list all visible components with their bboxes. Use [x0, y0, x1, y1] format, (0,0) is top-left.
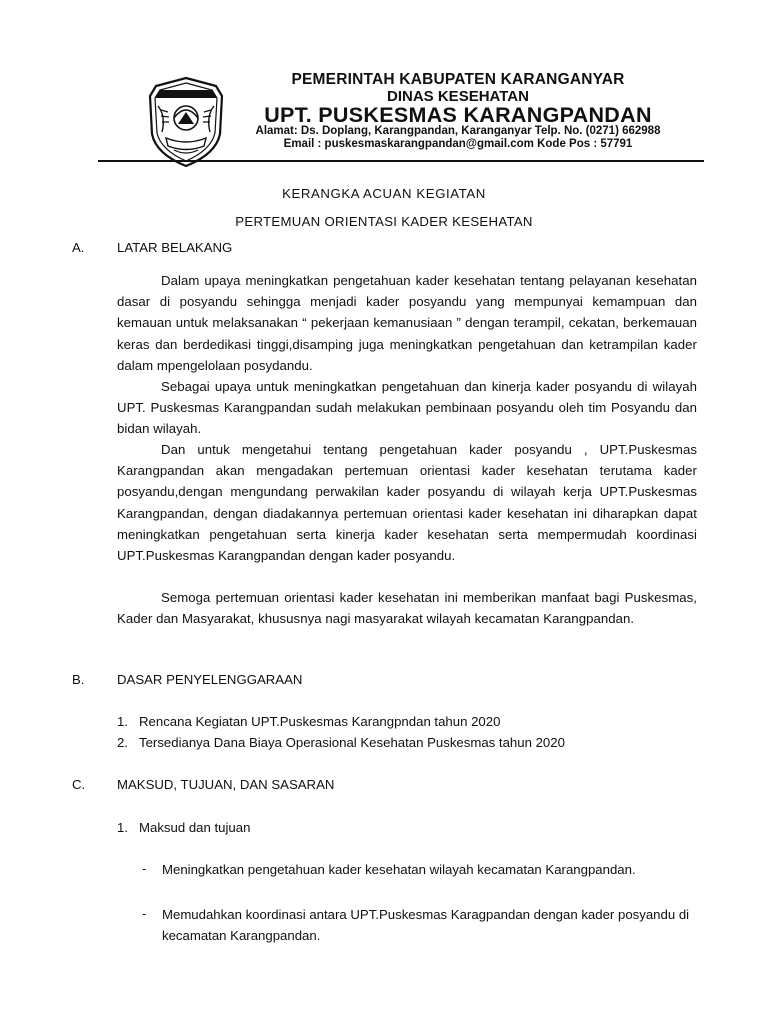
section-a-paragraph-3: Dan untuk mengetahui tentang pengetahuan kader posyandu , UPT.Puskesmas Karangpandan akan mengadakan pertemuan orientasi kader kesehatan terutama kader posyandu,dengan mengundang perwakilan kader posyandu di wilayah kerja UPT.Puskesmas Karangpandan, dengan diadakannya pertemuan orientasi kader kesehatan ini diharapkan dapat meningkatkan pengetahuan serta kinerja kader kesehatan serta mempermudah koordinasi UPT.Puskesmas Karangpandan dengan kader posyandu.	[117, 442, 697, 564]
section-a-paragraph-2: Sebagai upaya untuk meningkatkan pengetahuan dan kinerja kader posyandu di wilayah UPT. Puskesmas Karangpandan sudah melakukan pembinaan posyandu oleh tim Posyandu dan bidan wilayah.	[117, 379, 697, 437]
subsection-text: Maksud dan tujuan	[139, 820, 251, 835]
subsection-number: 1.	[117, 820, 128, 835]
bullet-mark: -	[142, 906, 147, 921]
list-item-text: Tersedianya Dana Biaya Operasional Kesehatan Puskesmas tahun 2020	[139, 735, 565, 750]
letterhead-email: Email : puskesmaskarangpandan@gmail.com Kode Pos : 57791	[283, 138, 633, 150]
letterhead-institution: UPT. PUSKESMAS KARANGPANDAN	[264, 103, 652, 127]
section-c-letter: C.	[72, 777, 86, 792]
section-b-heading: DASAR PENYELENGGARAAN	[117, 672, 303, 687]
letterhead-divider	[98, 160, 704, 162]
section-a-paragraph-4: Semoga pertemuan orientasi kader kesehatan ini memberikan manfaat bagi Puskesmas, Kader dan Masyarakat, khususnya nagi masyarakat wilayah kecamatan Karangpandan.	[117, 590, 697, 627]
letterhead-government: PEMERINTAH KABUPATEN KARANGANYAR	[291, 71, 625, 88]
letterhead-address: Alamat: Ds. Doplang, Karangpandan, Karanganyar Telp. No. (0271) 662988	[255, 125, 661, 137]
list-item-text: Rencana Kegiatan UPT.Puskesmas Karangpndan tahun 2020	[139, 714, 501, 729]
letterhead-department: DINAS KESEHATAN	[387, 88, 529, 105]
list-item	[117, 735, 565, 750]
section-a-paragraph-1: Dalam upaya meningkatkan pengetahuan kader kesehatan tentang pelayanan kesehatan dasar di posyandu sehingga menjadi kader posyandu yang mempunyai kemampuan dan kemauan untuk melaksanakan “ pekerjaan kemanusiaan ” dengan terampil, cekatan, berkemauan keras dan berdedikasi tinggi,disamping juga meningkatkan pengetahuan dan ketrampilan kader dalam mpengelolaan posydandu.	[117, 273, 697, 373]
subsection-heading	[117, 820, 250, 835]
list-item-number: 1.	[117, 714, 128, 729]
bullet-text: Meningkatkan pengetahuan kader kesehatan wilayah kecamatan Karangpandan.	[162, 862, 636, 877]
document-title: KERANGKA ACUAN KEGIATAN	[282, 186, 486, 201]
bullet-mark: -	[142, 861, 147, 876]
list-item-number: 2.	[117, 735, 128, 750]
section-a-letter: A.	[72, 240, 85, 255]
kabupaten-karanganyar-crest-icon	[146, 76, 226, 168]
section-b-letter: B.	[72, 672, 85, 687]
list-item	[117, 714, 500, 729]
bullet-text: Memudahkan koordinasi antara UPT.Puskesmas Karagpandan dengan kader posyandu di kecamatan Karangpandan.	[162, 907, 690, 943]
document-subtitle: PERTEMUAN ORIENTASI KADER KESEHATAN	[235, 214, 533, 229]
section-c-heading: MAKSUD, TUJUAN, DAN SASARAN	[117, 777, 335, 792]
section-a-heading: LATAR BELAKANG	[117, 240, 233, 255]
